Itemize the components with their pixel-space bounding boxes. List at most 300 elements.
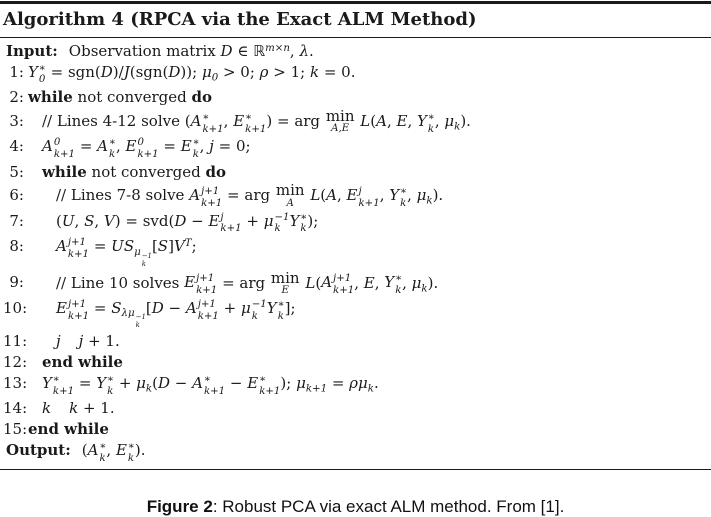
stacked-subscript: k+1: [245, 123, 267, 135]
algo-line: [3, 87, 708, 108]
math-text: ,: [337, 186, 347, 205]
math-variable: m: [265, 42, 275, 54]
script-base: [189, 186, 200, 205]
math-text: = 0.: [319, 62, 356, 81]
math-text: ,: [402, 273, 412, 292]
stacked-superscript: j: [358, 186, 362, 198]
subscript: k: [367, 383, 374, 395]
stacked-superscript: ∗: [202, 111, 210, 123]
math-text: =: [75, 137, 98, 156]
stacked-subscript: k+1: [196, 285, 218, 297]
math-text: Observation matrix: [68, 42, 221, 60]
stacked-superscript: j+1: [201, 186, 220, 198]
math-text: = 0;: [213, 137, 251, 156]
algorithm-title: Algorithm 4 (RPCA via the Exact ALM Method): [3, 9, 477, 30]
scripts-stack: [278, 299, 285, 322]
stacked-subscript: k: [251, 310, 258, 322]
line-number: 3:: [9, 111, 24, 130]
scripts-stack: [198, 299, 219, 322]
stacked-subscript: k: [109, 148, 116, 160]
stacked-superscript: j+1: [67, 237, 87, 249]
var-with-scripts: [267, 299, 285, 322]
math-variable: E: [247, 373, 259, 392]
stacked-superscript: 0: [137, 137, 144, 149]
script-base: [267, 299, 277, 318]
stacked-superscript: −1: [251, 298, 267, 310]
scripts-stack: [54, 137, 75, 160]
stacked-superscript: −1: [274, 211, 290, 223]
script-base: [241, 299, 251, 318]
algorithm-box: [0, 1, 711, 470]
algo-line: [3, 352, 708, 373]
math-text: ,: [407, 111, 417, 130]
algo-line: [3, 182, 708, 210]
math-text: [: [145, 298, 152, 317]
math-text: +: [114, 373, 137, 392]
line-number: 13:: [3, 373, 28, 392]
stacked-superscript: ∗: [277, 298, 285, 310]
algo-io-line: [3, 41, 708, 62]
math-text: not converged: [72, 88, 192, 107]
math-variable: Y: [28, 62, 38, 81]
math-text: ,: [223, 111, 234, 130]
bottom-rule: [0, 469, 711, 470]
stacked-superscript: ∗: [395, 273, 403, 285]
algo-line: [3, 270, 708, 298]
algo-line: [3, 419, 708, 440]
line-number: 15:: [3, 420, 28, 439]
var-with-scripts: [347, 186, 380, 209]
subscript: [121, 308, 146, 330]
scripts-stack: [220, 212, 241, 235]
math-variable: E: [363, 273, 375, 292]
statement: [56, 183, 443, 209]
stacked-superscript: ∗: [38, 62, 46, 74]
math-variable: ρ: [349, 373, 358, 392]
algo-line: [3, 211, 708, 236]
stacked-superscript: ∗: [427, 111, 435, 123]
algo-line: [3, 236, 708, 270]
line-number: 5:: [9, 162, 24, 181]
math-text: ,: [374, 273, 385, 292]
scripts-stack: [252, 299, 267, 322]
math-variable: μ: [241, 298, 251, 317]
math-text: ,: [434, 111, 445, 130]
var-with-scripts: [42, 137, 75, 160]
subscript: k: [145, 383, 153, 395]
math-text: )/: [112, 62, 124, 81]
math-text: ,: [115, 137, 126, 156]
scripts-stack: [196, 273, 217, 296]
math-variable: E: [233, 111, 245, 130]
math-text: ) = svd(: [114, 211, 175, 230]
math-variable: k: [69, 399, 79, 418]
math-text: .: [373, 373, 379, 392]
stacked-superscript: −1: [141, 251, 152, 260]
math-text: // Line 10 solves: [56, 273, 185, 292]
math-text: =: [89, 237, 112, 256]
math-variable: λ: [299, 42, 309, 60]
line-number: 8:: [9, 237, 24, 256]
io-label: Output:: [6, 440, 71, 459]
math-variable: Y: [96, 373, 107, 392]
scripts-stack: [109, 137, 116, 160]
stacked-subscript: k+1: [137, 148, 159, 160]
var-with-scripts: [88, 441, 107, 464]
math-variable: S: [157, 237, 169, 256]
var-with-scripts: [56, 237, 89, 260]
math-text: =: [74, 373, 97, 392]
var-with-scripts: [125, 137, 158, 160]
min-subscript: A,E: [331, 123, 350, 135]
math-text: );: [307, 211, 319, 230]
script-base: [28, 63, 38, 82]
stacked-subscript: k: [141, 259, 146, 268]
math-variable: S: [84, 211, 95, 230]
min-subscript: E: [281, 284, 289, 296]
subscript: k: [454, 121, 461, 133]
scripts-stack: [359, 186, 380, 209]
min-label: min: [270, 268, 300, 287]
math-variable: D: [151, 298, 164, 317]
math-text: ,: [354, 273, 364, 292]
script-base: [264, 212, 274, 231]
stacked-subscript: k: [192, 148, 199, 160]
math-variable: ρ: [259, 62, 269, 81]
statement: [28, 420, 109, 439]
scripts-stack: [259, 374, 280, 397]
math-variable: E: [346, 186, 358, 205]
math-text: ;: [191, 237, 197, 256]
keyword: end while: [28, 420, 109, 439]
scripts-stack: [39, 63, 46, 86]
script-base: [389, 186, 399, 205]
keyword: do: [191, 88, 212, 107]
script-base: [417, 112, 427, 131]
stacked-subscript: k: [300, 223, 307, 235]
figure-caption: [0, 497, 711, 517]
math-variable: A: [189, 186, 201, 205]
stacked-superscript: ∗: [300, 211, 308, 223]
stacked-subscript: k: [135, 321, 140, 330]
scripts-stack: [142, 253, 152, 269]
math-variable: λ: [121, 308, 129, 320]
math-text: ));: [180, 62, 202, 81]
math-text: ,: [106, 440, 116, 459]
math-variable: Y: [384, 273, 395, 292]
stacked-superscript: ∗: [245, 111, 253, 123]
math-variable: j: [78, 332, 84, 351]
stacked-subscript: k+1: [52, 385, 75, 397]
script-S-operator: S: [123, 237, 135, 256]
math-variable: D: [220, 42, 233, 60]
statement: [56, 237, 197, 269]
math-text: ,: [199, 137, 210, 156]
io-value: [82, 441, 146, 464]
math-variable: E: [208, 211, 220, 230]
math-text: ];: [284, 298, 296, 317]
math-variable: μ: [134, 246, 141, 258]
stacked-superscript: ∗: [99, 440, 107, 452]
math-text: .: [308, 42, 314, 60]
math-variable: A: [321, 273, 333, 292]
line-number: 9:: [9, 273, 24, 292]
math-variable: Y: [266, 298, 277, 317]
math-text: not converged: [86, 162, 206, 181]
algo-line: [3, 373, 708, 398]
stacked-superscript: j+1: [67, 298, 87, 310]
math-text: =: [89, 298, 112, 317]
script-base: [290, 212, 300, 231]
var-with-scripts: [189, 186, 222, 209]
math-variable: D: [174, 211, 187, 230]
var-with-scripts: [191, 112, 224, 135]
math-text: ,: [386, 111, 397, 130]
scripts-stack: [333, 273, 354, 296]
stacked-subscript: k: [400, 197, 407, 209]
algo-line: [3, 398, 708, 419]
statement: [42, 137, 251, 160]
var-with-scripts: [384, 273, 402, 296]
stacked-subscript: k+1: [358, 197, 380, 209]
stacked-subscript: k+1: [259, 385, 281, 397]
math-variable: U: [61, 211, 75, 230]
math-variable: j: [56, 332, 61, 351]
line-number: 10:: [3, 298, 28, 317]
subscript: k+1: [305, 383, 328, 395]
math-variable: L: [310, 186, 321, 205]
var-with-scripts: [42, 374, 74, 397]
statement: [28, 88, 212, 107]
var-with-scripts: [28, 63, 46, 86]
var-with-scripts: [264, 212, 290, 235]
math-text: ).: [427, 273, 439, 292]
math-text: −: [163, 298, 186, 317]
var-with-scripts: [290, 212, 308, 235]
math-text: ]: [168, 237, 174, 256]
script-base: [191, 112, 202, 131]
math-variable: A: [190, 111, 202, 130]
var-with-scripts: [417, 112, 435, 135]
stacked-subscript: k: [277, 310, 284, 322]
math-variable: k: [309, 62, 320, 81]
statement: [56, 212, 318, 235]
var-with-scripts: [389, 186, 407, 209]
math-text: =: [327, 373, 350, 392]
statement: [42, 399, 115, 418]
stacked-superscript: ∗: [259, 373, 267, 385]
math-variable: D: [157, 373, 170, 392]
math-text: = arg: [217, 273, 270, 292]
math-text: ×: [274, 42, 284, 54]
math-variable: j: [209, 137, 214, 156]
math-text: ,: [74, 211, 85, 230]
stacked-subscript: k+1: [67, 248, 90, 260]
min-subscript: A: [286, 197, 294, 209]
superscript: T: [184, 238, 192, 250]
scripts-stack: [202, 112, 223, 135]
scripts-stack: [68, 237, 89, 260]
math-text: + 1.: [83, 332, 120, 351]
stacked-superscript: ∗: [192, 137, 200, 149]
line-number: 6:: [9, 186, 24, 205]
var-with-scripts: [233, 112, 266, 135]
stacked-superscript: ∗: [400, 186, 408, 198]
math-text: ).: [134, 440, 146, 459]
math-variable: A: [56, 237, 67, 256]
var-with-scripts: [241, 299, 267, 322]
stacked-subscript: k+1: [202, 123, 224, 135]
algo-line: [3, 298, 708, 332]
var-with-scripts: [192, 374, 225, 397]
math-variable: A: [185, 298, 197, 317]
script-base: [186, 299, 197, 318]
math-variable: μ: [128, 308, 135, 320]
stacked-subscript: k: [274, 223, 281, 235]
statement: [56, 332, 120, 351]
math-variable: A: [376, 111, 387, 130]
stacked-superscript: ∗: [203, 373, 211, 385]
math-variable: E: [184, 273, 196, 292]
statement: [56, 299, 296, 331]
io-label: Input:: [6, 42, 58, 60]
math-variable: k: [42, 399, 52, 418]
math-text: // Lines 4-12 solve (: [42, 111, 191, 130]
statement: [42, 163, 226, 182]
var-with-scripts: [56, 299, 89, 322]
line-number: 14:: [3, 399, 28, 418]
math-variable: n: [283, 42, 290, 54]
scripts-stack: [193, 137, 200, 160]
var-with-scripts: [128, 308, 146, 330]
keyword: end while: [42, 353, 123, 372]
blackboard-R: ℝ: [253, 42, 266, 60]
scripts-stack: [274, 212, 289, 235]
math-text: ) = arg: [266, 111, 325, 130]
subscript: k: [426, 195, 433, 207]
script-base: [181, 137, 192, 156]
stacked-superscript: j+1: [196, 273, 215, 285]
stacked-subscript: k+1: [203, 385, 226, 397]
var-with-scripts: [96, 374, 114, 397]
math-variable: D: [100, 62, 113, 81]
scripts-stack: [136, 314, 146, 330]
math-variable: V: [173, 237, 185, 256]
script-S-operator: S: [111, 298, 122, 317]
keyword: while: [28, 88, 73, 107]
math-text: (: [320, 186, 327, 205]
math-variable: Y: [417, 111, 427, 130]
math-variable: E: [396, 111, 408, 130]
stacked-subscript: k: [427, 123, 435, 135]
arg-min-operator: [325, 106, 355, 135]
math-text: );: [280, 373, 297, 392]
line-number: 7:: [9, 211, 24, 230]
var-with-scripts: [116, 441, 135, 464]
math-variable: A: [42, 137, 53, 156]
math-text: ∈: [232, 42, 254, 60]
script-base: [116, 441, 127, 460]
var-with-scripts: [181, 137, 200, 160]
math-variable: μ: [411, 273, 422, 292]
stacked-subscript: k: [127, 452, 135, 464]
math-variable: J: [123, 62, 130, 81]
stacked-subscript: k+1: [333, 285, 355, 297]
math-text: [: [151, 237, 158, 256]
subscript: 0: [211, 72, 219, 84]
math-variable: A: [97, 137, 108, 156]
math-text: > 0;: [218, 62, 260, 81]
math-text: (: [370, 111, 377, 130]
stacked-subscript: k+1: [53, 148, 76, 160]
math-variable: μ: [296, 373, 306, 392]
math-text: // Lines 7-8 solve: [56, 186, 190, 205]
line-number: 1:: [9, 62, 24, 81]
math-text: −: [170, 373, 193, 392]
script-base: [192, 374, 203, 393]
script-base: [42, 137, 53, 156]
var-with-scripts: [184, 273, 217, 296]
var-with-scripts: [97, 137, 116, 160]
algo-line: [3, 62, 708, 87]
math-variable: A: [192, 373, 203, 392]
math-text: ).: [432, 186, 444, 205]
algo-line: [3, 331, 708, 352]
scripts-stack: [245, 112, 266, 135]
stacked-superscript: j: [220, 211, 224, 223]
script-base: [56, 299, 67, 318]
keyword: while: [42, 162, 87, 181]
subscript: k: [421, 283, 428, 295]
math-variable: A: [87, 440, 99, 459]
scripts-stack: [128, 441, 135, 464]
script-base: [97, 137, 108, 156]
stacked-subscript: k: [107, 385, 114, 397]
min-label: min: [275, 181, 305, 200]
scripts-stack: [201, 186, 222, 209]
min-label: min: [325, 106, 355, 125]
math-text: = arg: [222, 186, 275, 205]
arg-min-operator: [276, 183, 305, 209]
statement: [56, 268, 439, 297]
math-variable: Y: [389, 186, 400, 205]
statement: [28, 63, 356, 86]
var-with-scripts: [208, 212, 241, 235]
stacked-subscript: k: [99, 452, 106, 464]
script-base: [42, 374, 52, 393]
math-variable: U: [111, 237, 124, 256]
stacked-subscript: k: [395, 285, 402, 297]
math-variable: E: [180, 137, 192, 156]
caption-label: Figure 2: [146, 497, 213, 517]
math-text: ,: [407, 186, 417, 205]
math-variable: μ: [416, 186, 427, 205]
stacked-superscript: ∗: [107, 373, 115, 385]
stacked-subscript: k+1: [201, 197, 223, 209]
math-variable: A: [326, 186, 337, 205]
script-base: [233, 112, 244, 131]
math-text: > 1;: [268, 62, 310, 81]
line-number: 11:: [3, 332, 28, 351]
arg-min-operator: [270, 268, 300, 297]
script-base: [384, 273, 394, 292]
math-text: =: [158, 137, 181, 156]
math-text: (: [315, 273, 322, 292]
scripts-stack: [53, 374, 74, 397]
stacked-superscript: ∗: [109, 137, 116, 149]
stacked-superscript: j+1: [333, 273, 352, 285]
math-variable: μ: [136, 373, 146, 392]
